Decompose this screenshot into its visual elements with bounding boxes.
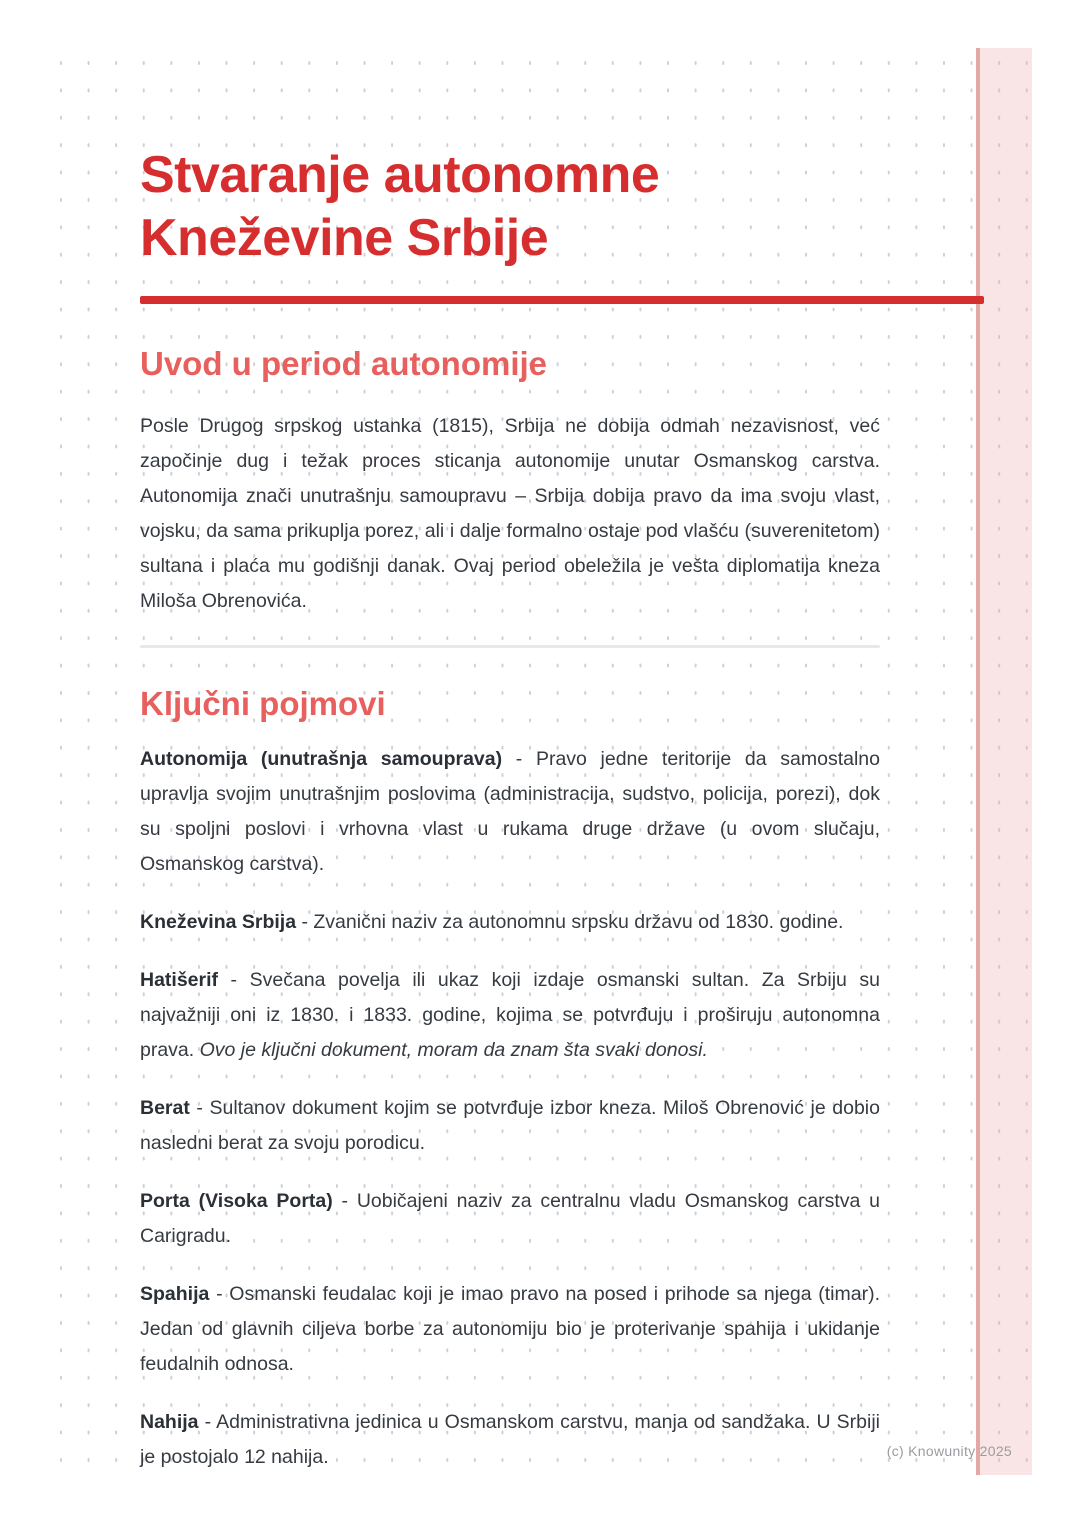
accent-stripe <box>976 48 1032 1475</box>
term-name: Hatišerif <box>140 969 219 991</box>
title-underline-rule <box>140 296 984 304</box>
term-name: Spahija <box>140 1283 210 1305</box>
term-definition-autonomija <box>140 742 880 882</box>
page-title-line2: Kneževine Srbije <box>140 209 549 267</box>
section-divider <box>140 645 880 648</box>
term-body: - Zvanični naziv za autonomnu srpsku državu od 1830. godine. <box>296 911 844 933</box>
key-terms-list <box>140 742 880 1498</box>
section-heading-intro: Uvod u period autonomije <box>140 345 548 382</box>
term-name: Kneževina Srbija <box>140 911 297 933</box>
intro-paragraph: Posle Drugog srpskog ustanka (1815), Srbija ne dobija odmah nezavisnost, već započinje dug i težak proces sticanja autonomije unutar Osmanskog carstva. Autonomija znači unutrašnju samoupravu – Srbija dobija pravo da ima svoju vlast, vojsku, da sama prikuplja porez, ali i dalje formalno ostaje pod vlašću (suverenitetom) sultana i plaća mu godišnji danak. Ovaj period obeležila je vešta diplomatija kneza Miloša Obrenovića. <box>140 415 880 612</box>
copyright-notice: (c) Knowunity 2025 <box>886 1443 1012 1459</box>
term-note-italic: Ovo je ključni dokument, moram da znam šta svaki donosi. <box>199 1039 708 1061</box>
term-definition-berat <box>140 1091 880 1161</box>
term-body: - Pravo jedne teritorije da samostalno upravlja svojim unutrašnjim poslovima (administracija, sudstvo, policija, porezi), dok su spoljni poslovi i vrhovna vlast u rukama druge države (u ovom slučaju, Osmanskog carstva). <box>140 748 880 875</box>
term-name: Nahija <box>140 1411 199 1433</box>
term-body: - Administrativna jedinica u Osmanskom carstvu, manja od sandžaka. U Srbiji je postojalo 12 nahija. <box>140 1411 880 1468</box>
term-definition-nahija <box>140 1405 880 1475</box>
term-body: - Uobičajeni naziv za centralnu vladu Osmanskog carstva u Carigradu. <box>140 1190 881 1247</box>
term-definition-hatiserif <box>140 963 880 1068</box>
term-definition-knezevina-srbija <box>140 905 880 940</box>
term-name: Porta (Visoka Porta) <box>140 1190 333 1212</box>
page-title-line1: Stvaranje autonomne <box>140 146 660 204</box>
term-body: - Sultanov dokument kojim se potvrđuje izbor kneza. Miloš Obrenović je dobio nasledni berat za svoju porodicu. <box>140 1097 880 1154</box>
term-body: - Svečana povelja ili ukaz koji izdaje osmanski sultan. Za Srbiju su najvažniji oni iz 1830. i 1833. godine, kojima se potvrđuju i proširuju autonomna prava. <box>140 969 880 1061</box>
term-definition-spahija <box>140 1277 880 1382</box>
term-definition-porta <box>140 1184 880 1254</box>
term-name: Berat <box>140 1097 190 1119</box>
dotted-paper <box>48 48 1032 1475</box>
term-name: Autonomija (unutrašnja samouprava) <box>140 748 503 770</box>
section-heading-key-terms: Ključni pojmovi <box>140 685 386 722</box>
term-body: - Osmanski feudalac koji je imao pravo na posed i prihode sa njega (timar). Jedan od glavnih ciljeva borbe za autonomiju bio je proterivanje spahija i ukidanje feudalnih odnosa. <box>140 1283 880 1375</box>
page-title <box>140 144 659 270</box>
